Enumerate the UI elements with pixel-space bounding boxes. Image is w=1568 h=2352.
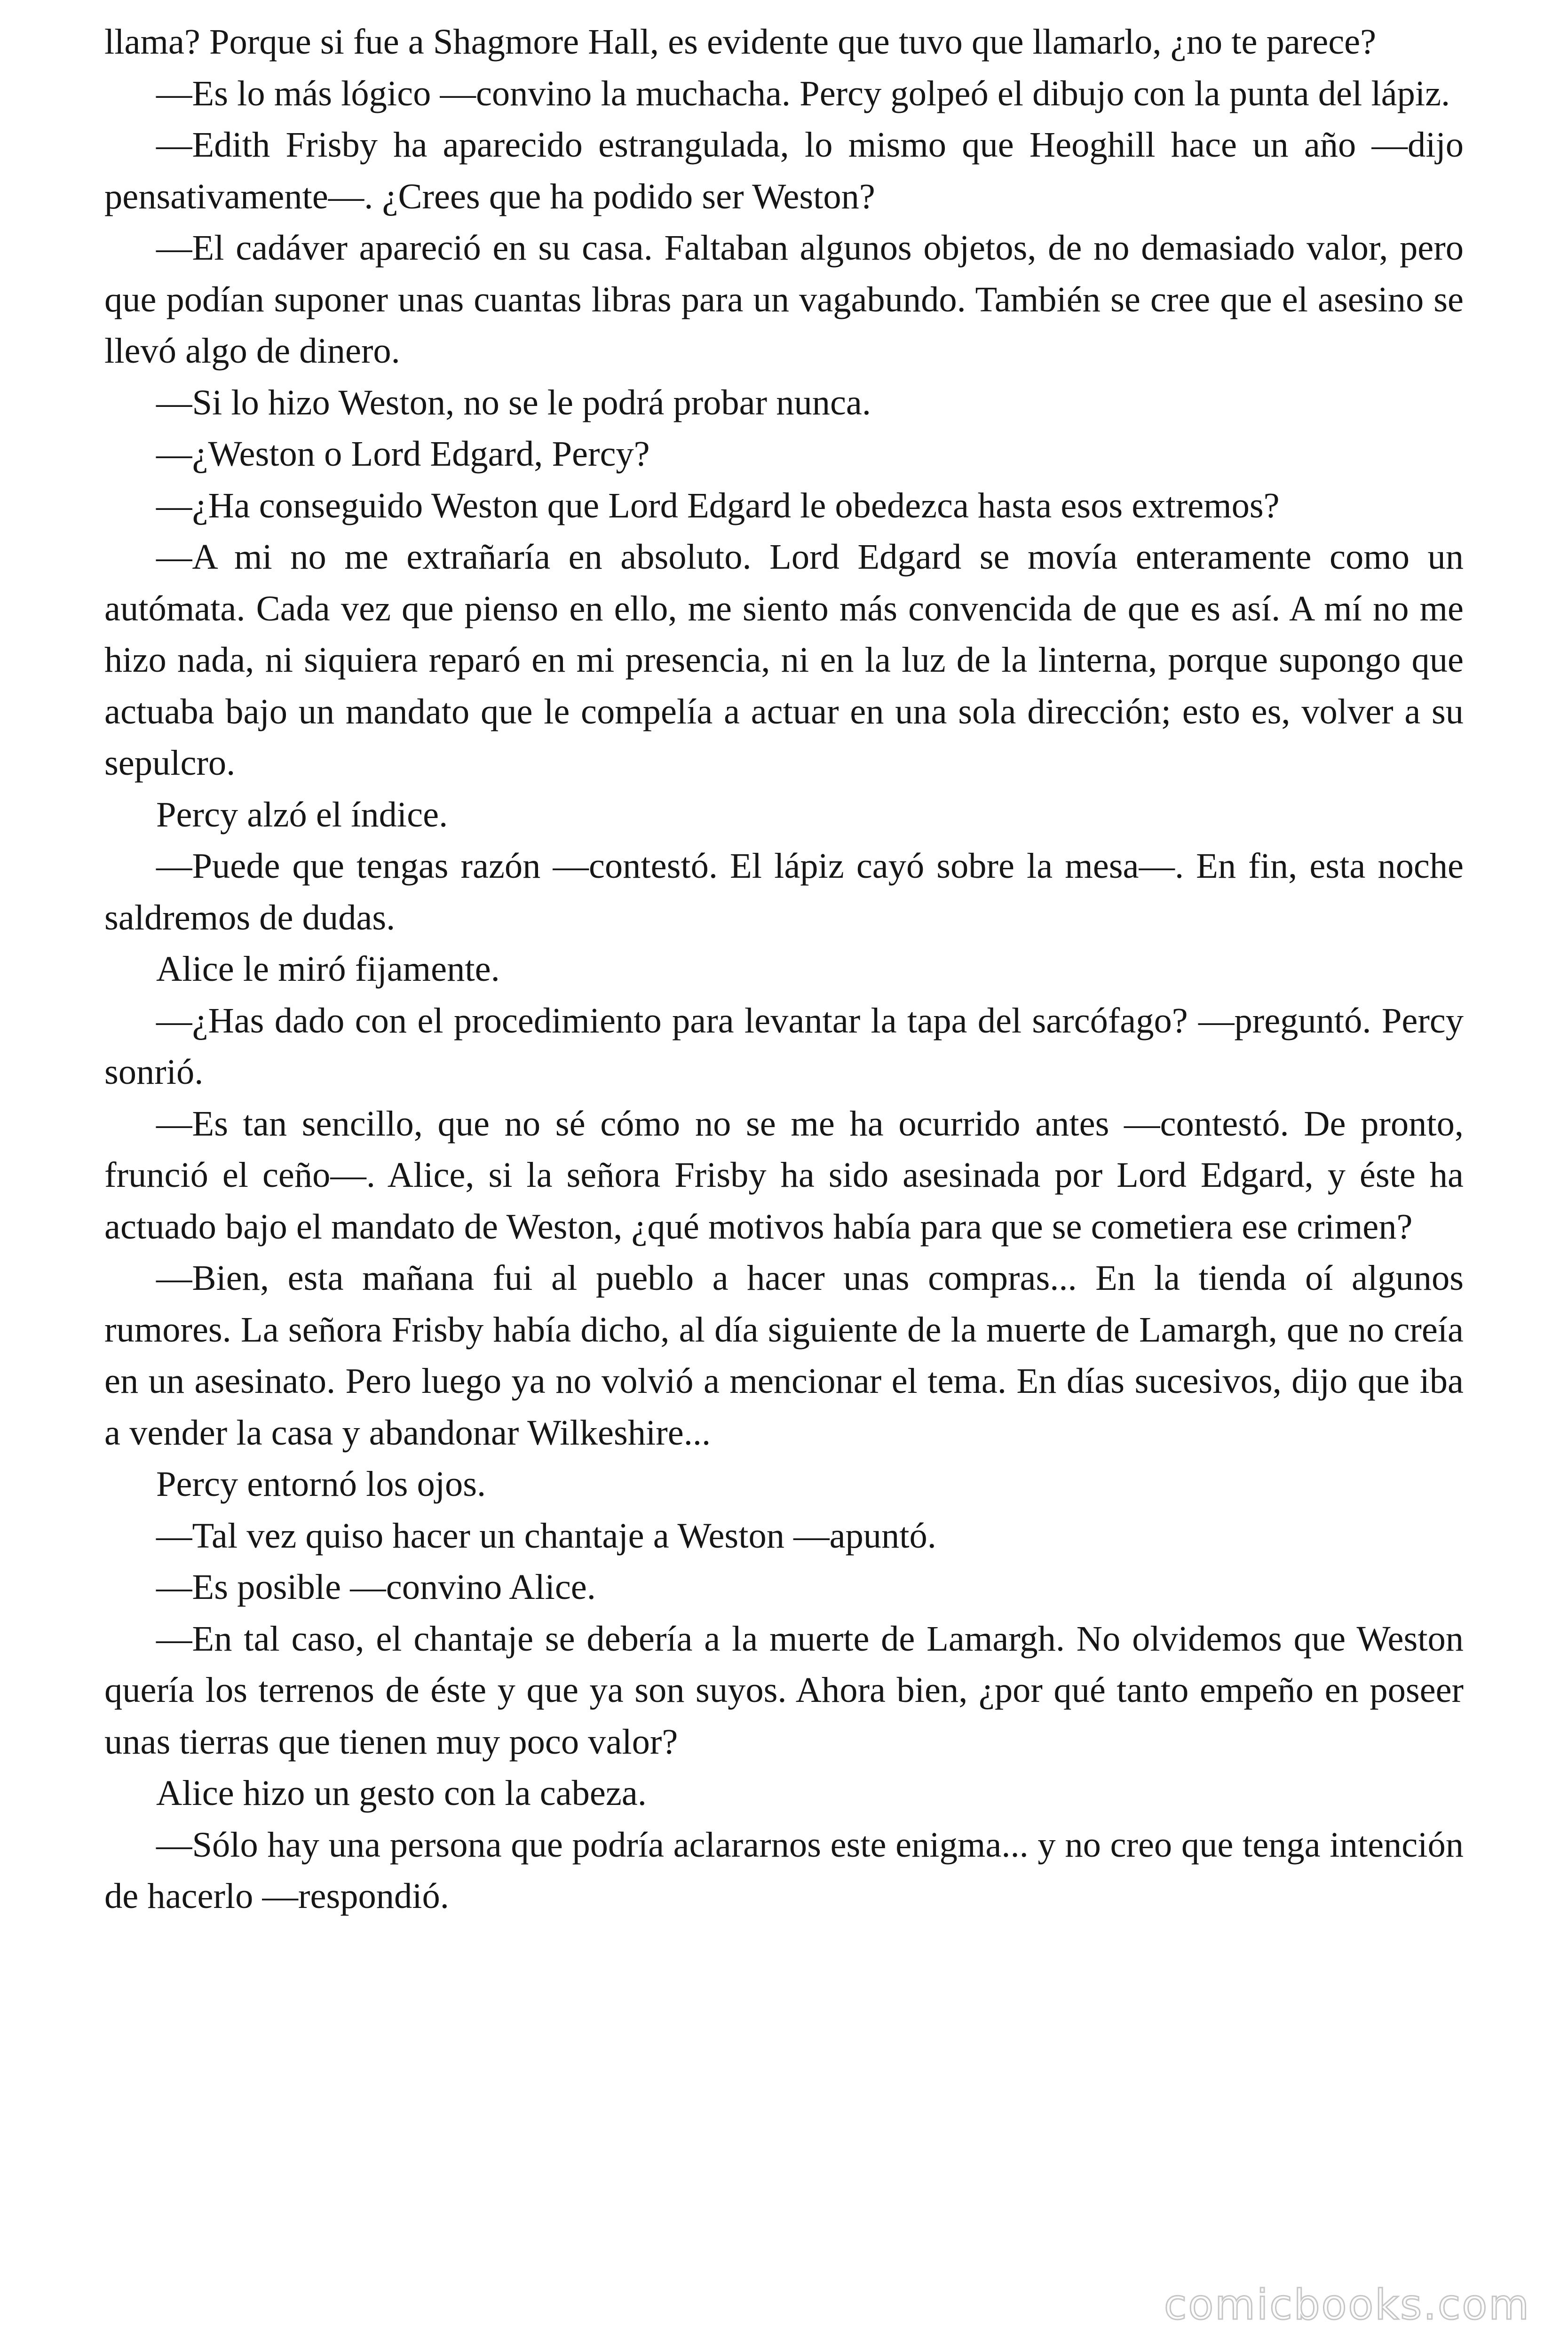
- paragraph: Percy entornó los ojos.: [156, 1464, 486, 1504]
- paragraph: —¿Has dado con el procedimiento para levantar la tapa del sarcófago? —preguntó. Percy sonrió.: [104, 1000, 1464, 1092]
- paragraph: —En tal caso, el chantaje se debería a la muerte de Lamargh. No olvidemos que Weston quería los terrenos de éste y que ya son suyos. Ahora bien, ¿por qué tanto empeño en poseer unas tierras que tienen muy poco valor?: [104, 1618, 1464, 1762]
- paragraph: —Es posible —convino Alice.: [156, 1567, 596, 1607]
- paragraph: —El cadáver apareció en su casa. Faltaban algunos objetos, de no demasiado valor, pero que podían suponer unas cuantas libras para un vagabundo. También se cree que el asesino se llevó algo de dinero.: [104, 228, 1464, 371]
- paragraph: Percy alzó el índice.: [156, 794, 448, 834]
- body-text: [104, 16, 1464, 1922]
- paragraph: Alice le miró fijamente.: [156, 949, 500, 989]
- paragraph: —Edith Frisby ha aparecido estrangulada, lo mismo que Heoghill hace un año —dijo pensativamente—. ¿Crees que ha podido ser Weston?: [104, 125, 1464, 216]
- watermark: comicbooks.com: [1164, 2280, 1530, 2329]
- paragraph: —Bien, esta mañana fui al pueblo a hacer unas compras... En la tienda oí algunos rumores. La señora Frisby había dicho, al día siguiente de la muerte de Lamargh, que no creía en un asesinato. Pero luego ya no volvió a mencionar el tema. En días sucesivos, dijo que iba a vender la casa y abandonar Wilkeshire...: [104, 1258, 1464, 1453]
- paragraph: —¿Weston o Lord Edgard, Percy?: [156, 434, 650, 474]
- paragraph: —A mi no me extrañaría en absoluto. Lord Edgard se movía enteramente como un autómata. Cada vez que pienso en ello, me siento más convencida de que es así. A mí no me hizo nada, ni siquiera reparó en mi presencia, ni en la luz de la linterna, porque supongo que actuaba bajo un mandato que le compelía a actuar en una sola dirección; esto es, volver a su sepulcro.: [104, 537, 1464, 783]
- paragraph: —Si lo hizo Weston, no se le podrá probar nunca.: [156, 382, 871, 422]
- paragraph: —Puede que tengas razón —contestó. El lápiz cayó sobre la mesa—. En fin, esta noche saldremos de dudas.: [104, 846, 1464, 938]
- paragraph: llama? Porque si fue a Shagmore Hall, es evidente que tuvo que llamarlo, ¿no te parece?: [104, 22, 1377, 62]
- paragraph: —¿Ha conseguido Weston que Lord Edgard le obedezca hasta esos extremos?: [156, 485, 1280, 525]
- paragraph: —Tal vez quiso hacer un chantaje a Weston —apuntó.: [156, 1515, 936, 1556]
- paragraph: —Es tan sencillo, que no sé cómo no se me ha ocurrido antes —contestó. De pronto, frunció el ceño—. Alice, si la señora Frisby ha sido asesinada por Lord Edgard, y éste ha actuado bajo el mandato de Weston, ¿qué motivos había para que se cometiera ese crimen?: [104, 1103, 1464, 1247]
- paragraph: —Es lo más lógico —convino la muchacha. Percy golpeó el dibujo con la punta del lápiz.: [156, 73, 1450, 113]
- paragraph: —Sólo hay una persona que podría aclararnos este enigma... y no creo que tenga intención de hacerlo —respondió.: [104, 1824, 1464, 1916]
- paragraph: Alice hizo un gesto con la cabeza.: [156, 1773, 647, 1813]
